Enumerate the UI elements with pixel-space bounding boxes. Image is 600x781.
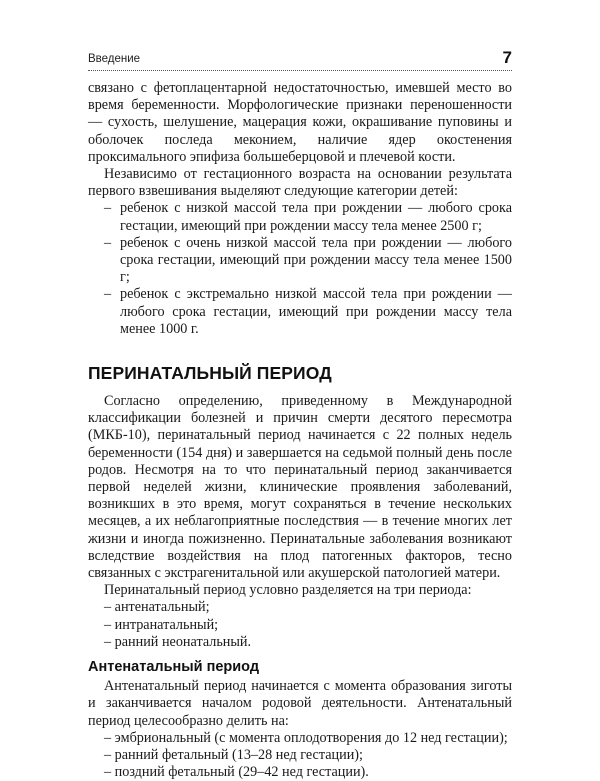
list-item bbox=[88, 200, 512, 234]
list-item-text: ребенок с экстремально низкой массой тела при рождении — любого срока гестации, имеющий при рождении массу тела менее 1000 г. bbox=[120, 286, 512, 337]
weight-categories-list bbox=[88, 200, 512, 338]
perinatal-paragraph-1: Согласно определению, приведенному в Международной классификации болезней и причин смерти десятого пересмотра (МКБ-10), перинатальный период начинается с 22 полных недель беременности (154 дня) и завершается на седьмой полный день после родов. Несмотря на то что перинатальный период заканчивается первой неделей жизни, клинические проявления заболеваний, возникших в это время, могут сохраняться в течение нескольких месяцев, а их неблагоприятные последствия — в течение многих лет жизни и иногда пожизненно. Перинатальные заболевания возникают вследствие воздействия на плод патогенных факторов, тесно связанных с экстрагенитальной или акушерской патологией матери. bbox=[88, 393, 512, 582]
list-item: – антенатальный; bbox=[104, 599, 210, 616]
list-item: – интранатальный; bbox=[104, 616, 219, 633]
list-item-text: ребенок с очень низкой массой тела при рождении — любого срока гестации, имеющий при рождении массу тела менее 1500 г; bbox=[120, 234, 512, 286]
list-dash: – bbox=[104, 286, 112, 303]
antenatal-paragraph-1: Антенатальный период начинается с момента образования зиготы и заканчивается началом родовой деятельности. Антенатальный период целесообразно делить на: bbox=[88, 678, 512, 729]
page-number: 7 bbox=[502, 48, 512, 67]
list-item bbox=[88, 235, 512, 287]
antenatal-phases-list bbox=[88, 730, 512, 781]
list-item-text: ребенок с низкой массой тела при рождении — любого срока гестации, имеющий при рождении массу тела менее 2500 г; bbox=[120, 200, 512, 234]
subsection-title-antenatal: Антенатальный период bbox=[88, 659, 260, 676]
intro-paragraph-1: связано с фетоплацентарной недостаточностью, имевшей место во время беременности. Морфологические признаки переношенности — сухость, шелушение, мацерация кожи, окрашивание пуповины и оболочек последа меконием, наличие ядер окостенения проксимального эпифиза большеберцовой и плечевой кости. bbox=[88, 80, 512, 165]
section-title-perinatal: ПЕРИНАТАЛЬНЫЙ ПЕРИОД bbox=[88, 363, 332, 384]
list-item: – эмбриональный (с момента оплодотворения до 12 нед гестации); bbox=[104, 729, 508, 746]
list-item: – ранний неонатальный. bbox=[104, 633, 252, 650]
header-dotted-rule bbox=[88, 70, 512, 71]
list-item: – поздний фетальный (29–42 нед гестации). bbox=[104, 764, 369, 781]
list-item: – ранний фетальный (13–28 нед гестации); bbox=[104, 746, 363, 763]
intro-paragraph-2: Независимо от гестационного возраста на основании результата первого взвешивания выделяют следующие категории детей: bbox=[88, 166, 512, 200]
running-header bbox=[88, 44, 512, 68]
list-dash: – bbox=[104, 234, 112, 251]
running-title: Введение bbox=[88, 53, 141, 65]
perinatal-paragraph-2: Перинатальный период условно разделяется на три периода: bbox=[104, 582, 472, 599]
perinatal-periods-list bbox=[88, 599, 512, 651]
page-body bbox=[88, 80, 512, 781]
list-dash: – bbox=[104, 200, 112, 217]
list-item bbox=[88, 286, 512, 338]
